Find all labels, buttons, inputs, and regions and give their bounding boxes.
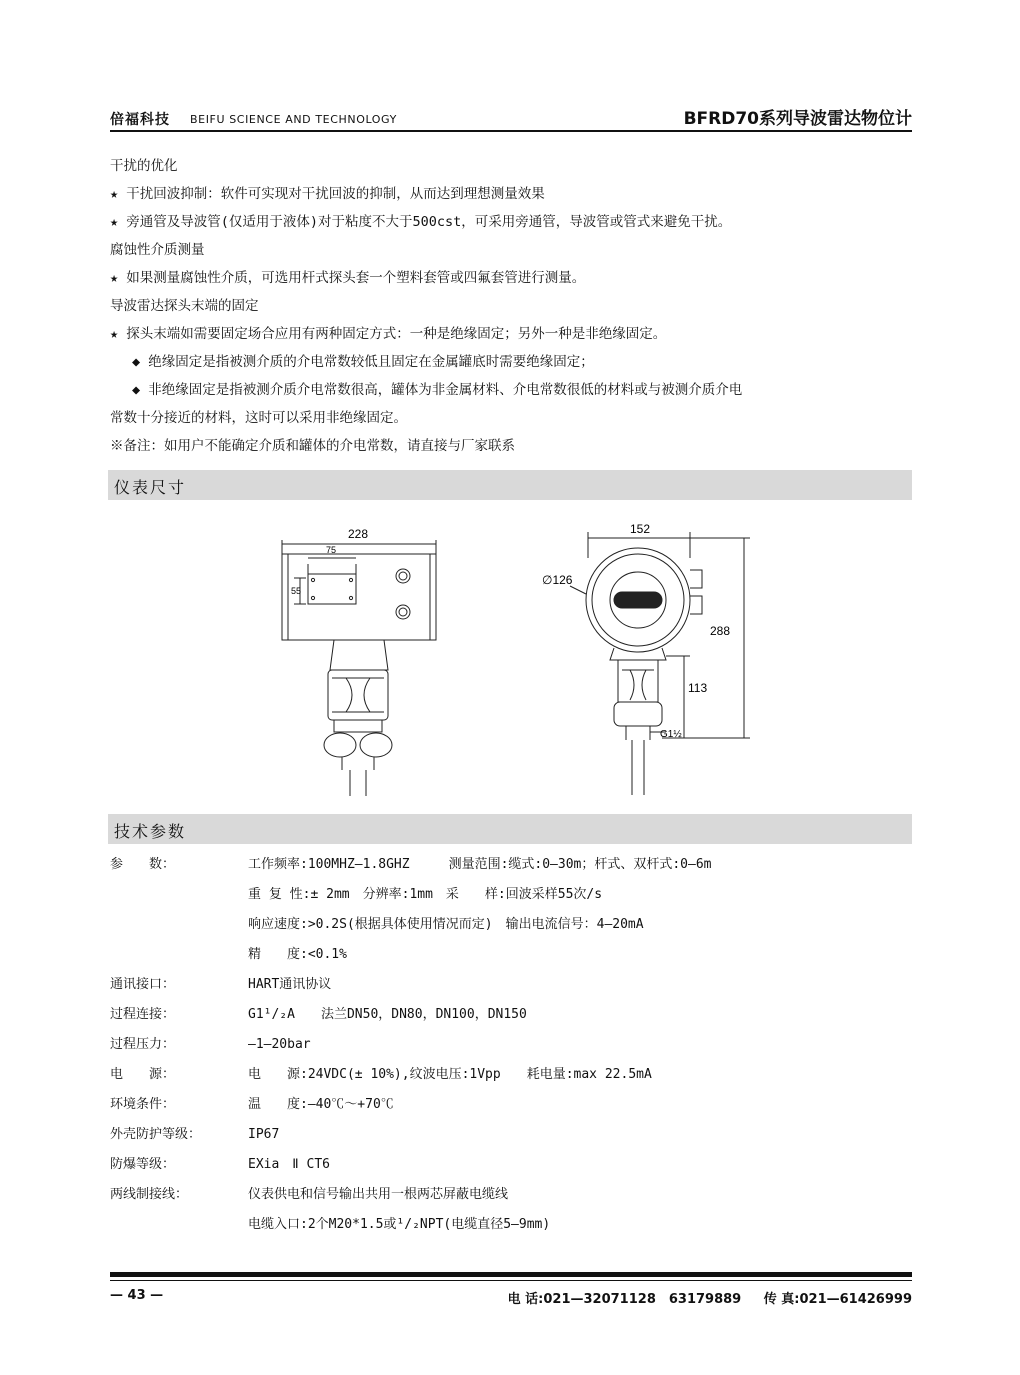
param-label: 防爆等级：	[110, 1157, 176, 1172]
param-row	[110, 970, 912, 1000]
param-value: 电缆入口:2个M20*1.5或¹/₂NPT(电缆直径5—9mm)	[248, 1217, 551, 1232]
param-row	[110, 910, 912, 940]
bullet-bypass-tube: ★ 旁通管及导波管(仅适用于液体)对于粘度不大于500cst，可采用旁通管，导波管或管式来避免干扰。	[110, 214, 732, 230]
param-value: 精 度:<0.1%	[248, 947, 347, 962]
param-value: 响应速度:>0.2S(根据具体使用情况而定) 输出电流信号：4—20mA	[248, 917, 644, 932]
param-value: 仪表供电和信号输出共用一根两芯屏蔽电缆线	[248, 1187, 509, 1202]
subheading-corrosive: 腐蚀性介质测量	[110, 242, 205, 258]
footer-rule-thick	[110, 1272, 912, 1277]
page-number: — 43 —	[110, 1288, 164, 1303]
param-label: 通讯接口：	[110, 977, 176, 992]
dim-label-75: 75	[326, 545, 337, 555]
document-title: BFRD70系列导波雷达物位计	[683, 109, 912, 129]
param-row	[110, 1150, 912, 1180]
param-row	[110, 1000, 912, 1030]
dim-label-g-thread: G1½	[660, 729, 682, 740]
dim-label-228: 228	[348, 527, 369, 541]
dim-label-113: 113	[688, 681, 708, 695]
param-row	[110, 940, 912, 970]
param-value: 重 复 性:± 2mm 分辨率:1mm 采 样:回波采样55次/s	[248, 887, 603, 902]
param-value: 温 度:—40℃～+70℃	[248, 1097, 394, 1112]
param-value: HART通讯协议	[248, 977, 332, 992]
param-row	[110, 1180, 912, 1210]
param-value: —1—20bar	[248, 1037, 311, 1052]
intro-text-block	[110, 152, 915, 460]
param-value: 电 源:24VDC(± 10%),纹波电压:1Vpp 耗电量:max 22.5mA	[248, 1067, 652, 1082]
param-row	[110, 1060, 912, 1090]
param-row	[110, 880, 912, 910]
dim-label-288: 288	[710, 624, 731, 638]
param-label: 过程连接：	[110, 1007, 176, 1022]
remark-note: ※备注：如用户不能确定介质和罐体的介电常数，请直接与厂家联系	[110, 438, 515, 454]
section-header-dimensions	[108, 470, 912, 500]
bullet-insulated-fixing: ◆ 绝缘固定是指被测介质的介电常数较低且固定在金属罐底时需要绝缘固定；	[132, 354, 594, 370]
param-value: IP67	[248, 1127, 280, 1142]
subheading-probe-fixing: 导波雷达探头末端的固定	[110, 298, 259, 314]
section-title-dimensions: 仪表尺寸	[114, 478, 187, 497]
brand-name-en: BEIFU SCIENCE AND TECHNOLOGY	[190, 113, 397, 126]
bullet-non-insulated-continued: 常数十分接近的材料，这时可以采用非绝缘固定。	[110, 410, 407, 426]
page-header	[110, 100, 912, 132]
param-value: G1¹/₂A 法兰DN50，DN80，DN100，DN150	[248, 1007, 527, 1022]
bullet-corrosive: ★ 如果测量腐蚀性介质，可选用杆式探头套一个塑料套管或四氟套管进行测量。	[110, 270, 586, 286]
param-value: EXia Ⅱ CT6	[248, 1157, 331, 1172]
brand-name-cn: 倍福科技	[110, 112, 170, 128]
tech-params-table	[110, 850, 912, 1240]
param-label: 环境条件：	[110, 1097, 176, 1112]
dim-label-126: ∅126	[542, 573, 573, 587]
dim-label-152: 152	[630, 522, 651, 536]
subheading-interference: 干扰的优化	[110, 158, 178, 174]
phone-number: 电 话:021—32071128 63179889	[507, 1292, 742, 1307]
fax-number: 传 真:021—61426999	[763, 1292, 912, 1307]
param-label: 两线制接线：	[110, 1187, 189, 1202]
param-row	[110, 1210, 912, 1240]
bullet-fixing-methods: ★ 探头末端如需要固定场合应用有两种固定方式：一种是绝缘固定；另外一种是非绝缘固定。	[110, 326, 667, 342]
bullet-echo-suppression: ★ 干扰回波抑制：软件可实现对干扰回波的抑制，从而达到理想测量效果	[110, 186, 545, 202]
dim-label-55: 55	[291, 586, 302, 596]
param-label: 电 源：	[110, 1067, 176, 1082]
contact-info	[490, 1288, 912, 1307]
section-title-tech-params: 技术参数	[114, 822, 187, 841]
param-value: 工作频率:100MHZ—1.8GHZ 测量范围:缆式:0—30m；杆式、双杆式:0—6m	[248, 857, 712, 872]
footer-rule-thin	[110, 1280, 912, 1281]
param-row	[110, 1030, 912, 1060]
param-row	[110, 1090, 912, 1120]
param-label: 参 数：	[110, 857, 176, 872]
param-row	[110, 850, 912, 880]
section-header-tech-params	[108, 814, 912, 844]
param-row	[110, 1120, 912, 1150]
param-label: 外壳防护等级：	[110, 1127, 202, 1142]
bullet-non-insulated-fixing: ◆ 非绝缘固定是指被测介质介电常数很高，罐体为非金属材料、介电常数很低的材料或与被测介质介电	[132, 382, 743, 398]
param-label: 过程压力：	[110, 1037, 176, 1052]
dimension-drawing	[270, 520, 760, 810]
